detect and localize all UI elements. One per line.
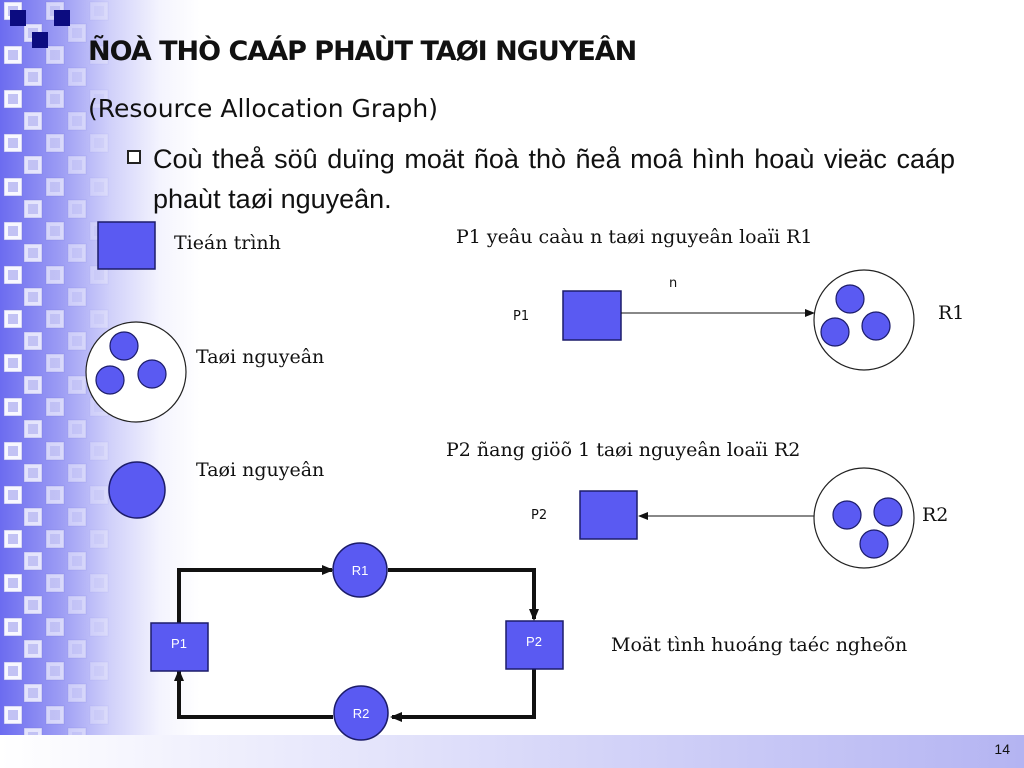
- request-instance-dot: [862, 312, 890, 340]
- hold-instance-dot: [874, 498, 902, 526]
- cycle-r1-label: R1: [351, 563, 369, 578]
- request-caption: P1 yeâu caàu n taøi nguyeân loaïi R1: [456, 226, 813, 248]
- legend-resource-multi-label: Taøi nguyeân: [196, 346, 325, 368]
- edge-p2-to-r2: [392, 669, 534, 717]
- bullet-text: Coù theå söû duïng moät ñoà thò ñeå moâ hình hoaù vieäc caáp phaùt taøi nguyeân.: [153, 144, 955, 214]
- legend-resource-single-label: Taøi nguyeân: [196, 459, 325, 481]
- legend-process-label: Tieán trình: [174, 232, 281, 254]
- request-resource-label: R1: [938, 302, 965, 324]
- request-edge-label: n: [669, 276, 678, 291]
- legend-instance-dot: [138, 360, 166, 388]
- request-process-square: [563, 291, 621, 340]
- edge-r2-to-p1: [179, 671, 333, 717]
- deadlock-caption: Moät tình huoáng taéc ngheõn: [611, 634, 908, 656]
- legend-instance-dot: [110, 332, 138, 360]
- hold-caption: P2 ñang giöõ 1 taøi nguyeân loaïi R2: [446, 439, 801, 461]
- legend-process-square: [98, 222, 155, 269]
- hold-process-label: P2: [531, 508, 548, 523]
- hold-instance-dot: [833, 501, 861, 529]
- page-number: 14: [994, 741, 1010, 757]
- hold-resource-label: R2: [922, 504, 949, 526]
- request-instance-dot: [836, 285, 864, 313]
- slide-title: ÑOÀ THÒ CAÁP PHAÙT TAØI NGUYEÂN: [88, 36, 637, 67]
- request-instance-dot: [821, 318, 849, 346]
- hold-process-square: [580, 491, 637, 539]
- cycle-p2-label: P2: [526, 634, 542, 649]
- legend-resource-single-circle: [109, 462, 165, 518]
- edge-r1-to-p2: [388, 570, 534, 619]
- legend-instance-dot: [96, 366, 124, 394]
- slide-subtitle: (Resource Allocation Graph): [88, 94, 438, 123]
- edge-p1-to-r1: [179, 570, 332, 623]
- request-process-label: P1: [513, 309, 530, 324]
- cycle-p1-label: P1: [171, 636, 187, 651]
- hold-instance-dot: [860, 530, 888, 558]
- cycle-r2-label: R2: [352, 706, 370, 721]
